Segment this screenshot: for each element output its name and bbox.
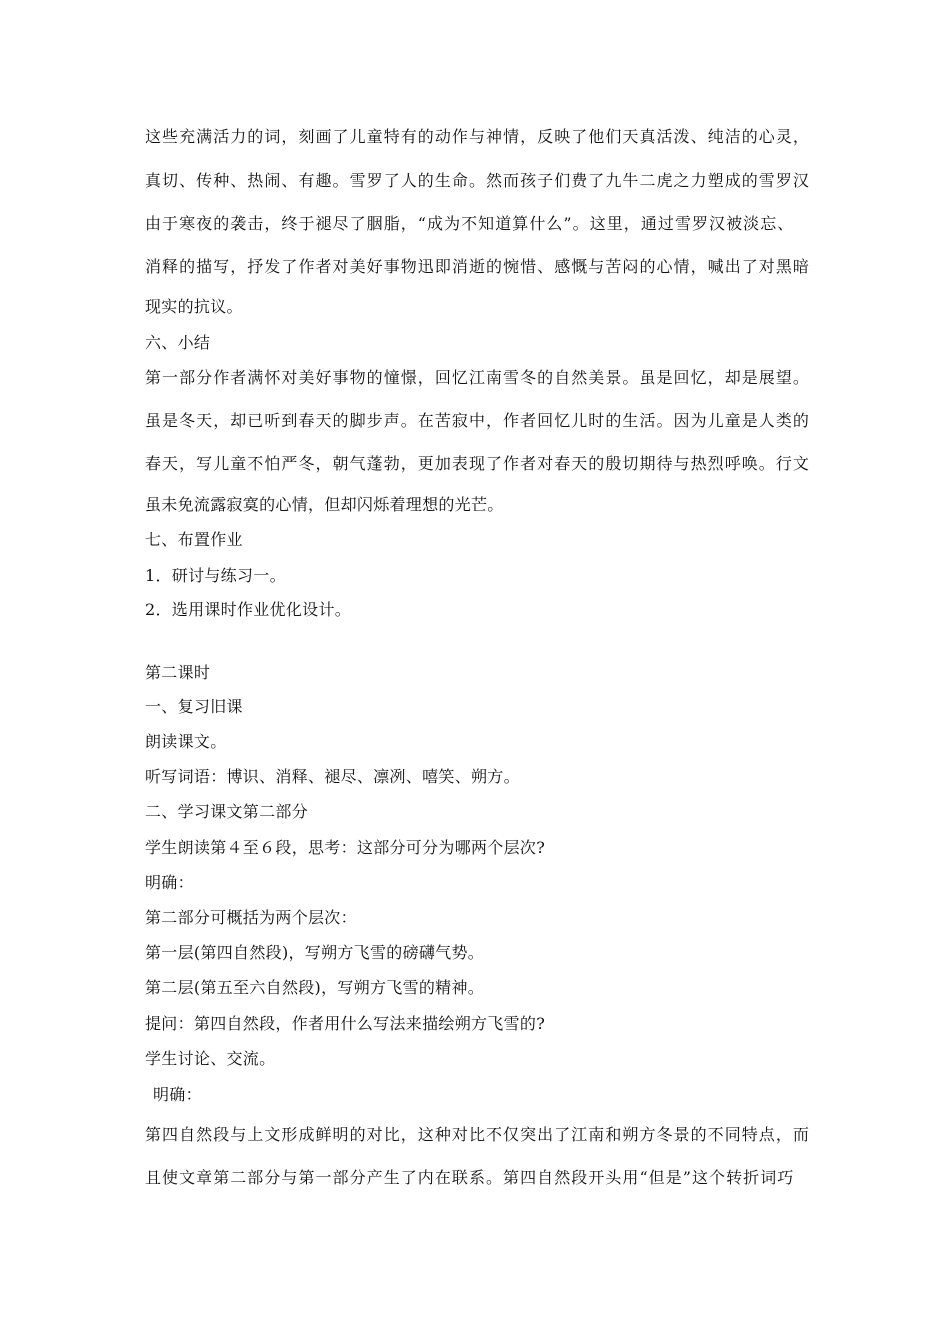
paragraph-line: 学生讨论、交流。 (145, 1049, 276, 1068)
paragraph-line: 真切、传种、热闹、有趣。雪罗了人的生命。然而孩子们费了九牛二虎之力塑成的雪罗汉 (145, 171, 810, 190)
paragraph-line: 学生朗读第４至６段，思考：这部分可分为哪两个层次? (145, 838, 546, 857)
paragraph-line: 朗读课文。 (145, 732, 227, 751)
paragraph-line: 第四自然段与上文形成鲜明的对比，这种对比不仅突出了江南和朔方冬景的不同特点，而 (145, 1125, 810, 1144)
paragraph-line: 明确： (153, 1085, 202, 1104)
paragraph-line: 第一层(第四自然段)，写朔方飞雪的磅礴气势。 (145, 943, 485, 962)
section-heading-part-two: 二、学习课文第二部分 (145, 802, 309, 821)
paragraph-line: 提问：第四自然段，作者用什么写法来描绘朔方飞雪的? (145, 1014, 546, 1033)
list-item: 1．研讨与练习一。 (145, 566, 286, 585)
paragraph-line: 虽未免流露寂寞的心情，但却闪烁着理想的光芒。 (145, 495, 504, 514)
paragraph-line: 现实的抗议。 (145, 297, 243, 316)
list-item: 2．选用课时作业优化设计。 (145, 600, 352, 619)
section-heading-summary: 六、小结 (145, 333, 211, 352)
paragraph-line: 听写词语：博识、消释、褪尽、凛冽、嘻笑、朔方。 (145, 767, 520, 786)
paragraph-line: 明确： (145, 873, 194, 892)
paragraph-line: 由于寒夜的袭击，终于褪尽了胭脂，“成为不知道算什么”。这里，通过雪罗汉被淡忘、 (145, 214, 795, 233)
paragraph-line: 这些充满活力的词，刻画了儿童特有的动作与神情，反映了他们天真活泼、纯洁的心灵， (145, 127, 810, 146)
paragraph-line: 第一部分作者满怀对美好事物的憧憬，回忆江南雪冬的自然美景。虽是回忆，却是展望。 (145, 368, 810, 387)
paragraph-line: 第二层(第五至六自然段)，写朔方飞雪的精神。 (145, 978, 485, 997)
paragraph-line: 且使文章第二部分与第一部分产生了内在联系。第四自然段开头用“但是”这个转折词巧 (145, 1168, 795, 1187)
paragraph-line: 第二部分可概括为两个层次： (145, 908, 357, 927)
paragraph-line: 消释的描写，抒发了作者对美好事物迅即消逝的惋惜、感慨与苦闷的心情，喊出了对黑暗 (145, 257, 810, 276)
section-heading-homework: 七、布置作业 (145, 530, 243, 549)
lesson-heading: 第二课时 (145, 663, 211, 682)
paragraph-line: 春天，写儿童不怕严冬，朝气蓬勃，更加表现了作者对春天的殷切期待与热烈呼唤。行文 (145, 454, 810, 473)
paragraph-line: 虽是冬天，却已听到春天的脚步声。在苦寂中，作者回忆儿时的生活。因为儿童是人类的 (145, 411, 810, 430)
section-heading-review: 一、复习旧课 (145, 697, 243, 716)
